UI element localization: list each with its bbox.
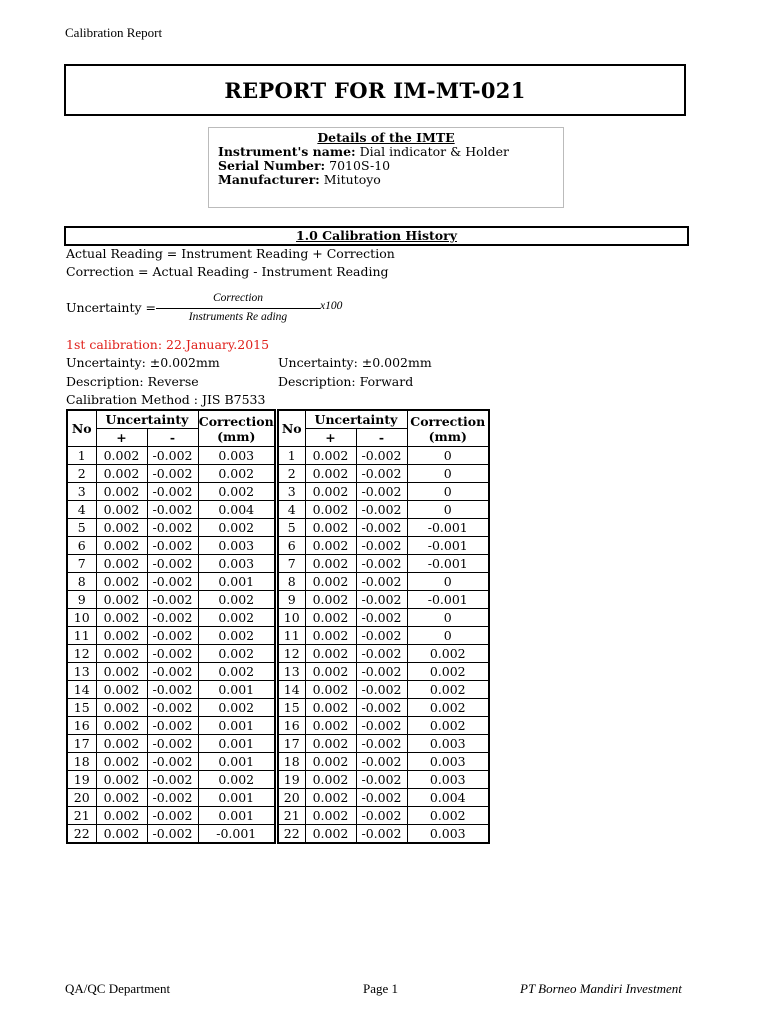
cell-no: 9 [278,591,305,609]
details-box [208,127,564,208]
cell-plus: 0.002 [96,501,147,519]
cell-plus: 0.002 [305,825,356,844]
cell-minus: -0.002 [356,699,407,717]
cell-minus: -0.002 [356,645,407,663]
cell-correction: 0.002 [198,609,275,627]
table-row [278,627,489,645]
cell-correction: 0.002 [198,663,275,681]
cell-correction: 0.003 [198,537,275,555]
table-row [278,537,489,555]
cell-plus: 0.002 [96,789,147,807]
cell-correction: -0.001 [198,825,275,844]
cell-no: 1 [67,447,96,465]
cell-correction: -0.001 [407,591,489,609]
cell-plus: 0.002 [96,591,147,609]
cell-minus: -0.002 [356,465,407,483]
cell-no: 18 [67,753,96,771]
cell-correction: 0.002 [407,717,489,735]
cell-correction: 0.001 [198,573,275,591]
col-no-header: No [67,410,96,447]
cell-plus: 0.002 [305,735,356,753]
cell-no: 16 [278,717,305,735]
table-row [278,825,489,844]
table-row [67,465,275,483]
report-title: REPORT FOR IM-MT-021 [64,64,686,116]
cell-no: 8 [278,573,305,591]
formula-actual: Actual Reading = Instrument Reading + Correction [66,246,395,261]
cell-correction: 0.001 [198,789,275,807]
cell-no: 12 [67,645,96,663]
cell-correction: 0 [407,447,489,465]
cell-no: 17 [278,735,305,753]
cell-no: 3 [67,483,96,501]
table-row [67,573,275,591]
cell-no: 9 [67,591,96,609]
cell-correction: 0 [407,501,489,519]
table-row [278,465,489,483]
col-plus-header: + [305,429,356,447]
table-row [278,753,489,771]
cell-minus: -0.002 [356,483,407,501]
cell-plus: 0.002 [96,717,147,735]
cell-plus: 0.002 [96,573,147,591]
cell-correction: 0.002 [198,645,275,663]
cell-minus: -0.002 [356,609,407,627]
cell-plus: 0.002 [96,465,147,483]
table-row [67,627,275,645]
cell-correction: 0 [407,573,489,591]
calibration-heading: 1st calibration: 22.January.2015 [66,337,270,352]
cell-minus: -0.002 [147,717,198,735]
cell-correction: 0.003 [407,735,489,753]
cell-no: 7 [67,555,96,573]
table-row [278,519,489,537]
cell-correction: 0.003 [407,771,489,789]
table-row [67,825,275,844]
col-uncertainty-header: Uncertainty [96,410,198,429]
table-row [278,501,489,519]
table-row [67,735,275,753]
page-header: Calibration Report [65,25,163,40]
cell-no: 22 [278,825,305,844]
table-row [67,681,275,699]
table-row [278,591,489,609]
cell-no: 12 [278,645,305,663]
cell-minus: -0.002 [356,537,407,555]
cell-no: 11 [278,627,305,645]
cell-plus: 0.002 [305,555,356,573]
cell-minus: -0.002 [147,627,198,645]
reverse-table [66,409,276,844]
cell-minus: -0.002 [356,519,407,537]
cell-plus: 0.002 [305,591,356,609]
col-minus-header: - [356,429,407,447]
cell-no: 20 [278,789,305,807]
cell-plus: 0.002 [305,447,356,465]
cell-minus: -0.002 [356,771,407,789]
cell-no: 16 [67,717,96,735]
left-description: Description: Reverse [66,374,199,389]
cell-minus: -0.002 [147,699,198,717]
cell-plus: 0.002 [305,573,356,591]
cell-no: 21 [278,807,305,825]
cell-correction: 0.002 [198,771,275,789]
cell-no: 2 [67,465,96,483]
cell-minus: -0.002 [147,753,198,771]
table-row [67,663,275,681]
cell-minus: -0.002 [147,501,198,519]
cell-plus: 0.002 [96,447,147,465]
section-title: 1.0 Calibration History [296,228,457,243]
cell-no: 3 [278,483,305,501]
cell-no: 13 [278,663,305,681]
cell-correction: 0.002 [198,591,275,609]
cell-plus: 0.002 [96,663,147,681]
cell-plus: 0.002 [96,735,147,753]
cell-no: 2 [278,465,305,483]
table-row [67,645,275,663]
cell-minus: -0.002 [356,825,407,844]
cell-plus: 0.002 [96,483,147,501]
cell-no: 15 [67,699,96,717]
cell-no: 7 [278,555,305,573]
cell-minus: -0.002 [147,825,198,844]
cell-plus: 0.002 [305,465,356,483]
table-row [278,699,489,717]
cell-minus: -0.002 [356,735,407,753]
cell-minus: -0.002 [356,501,407,519]
cell-no: 6 [278,537,305,555]
cell-correction: 0.001 [198,717,275,735]
cell-minus: -0.002 [356,789,407,807]
serial-value: 7010S-10 [329,158,391,173]
manufacturer-label: Manufacturer: [218,172,320,187]
cell-correction: 0.002 [198,627,275,645]
cell-plus: 0.002 [305,645,356,663]
table-row [67,609,275,627]
cell-minus: -0.002 [147,483,198,501]
table-row [278,573,489,591]
cell-minus: -0.002 [356,681,407,699]
cell-no: 6 [67,537,96,555]
cell-no: 14 [67,681,96,699]
cell-plus: 0.002 [305,771,356,789]
cell-minus: -0.002 [356,807,407,825]
calibration-method: Calibration Method : JIS B7533 [66,392,266,407]
cell-correction: 0.002 [407,663,489,681]
cell-minus: -0.002 [147,789,198,807]
table-row [278,681,489,699]
cell-plus: 0.002 [96,771,147,789]
cell-no: 8 [67,573,96,591]
fraction-bar [156,308,320,309]
cell-no: 10 [67,609,96,627]
cell-no: 1 [278,447,305,465]
table-row [278,447,489,465]
cell-no: 15 [278,699,305,717]
cell-minus: -0.002 [147,735,198,753]
table-row [278,789,489,807]
serial-label: Serial Number: [218,158,326,173]
cell-plus: 0.002 [96,681,147,699]
instrument-value: Dial indicator & Holder [359,144,509,159]
forward-table [277,409,490,844]
cell-plus: 0.002 [305,753,356,771]
col-uncertainty-header: Uncertainty [305,410,407,429]
cell-no: 22 [67,825,96,844]
right-uncertainty: Uncertainty: ±0.002mm [278,355,432,370]
table-row [278,645,489,663]
cell-minus: -0.002 [147,681,198,699]
cell-correction: 0.004 [198,501,275,519]
cell-minus: -0.002 [356,447,407,465]
manufacturer-value: Mitutoyo [323,172,381,187]
cell-no: 14 [278,681,305,699]
cell-correction: 0.004 [407,789,489,807]
serial-row [218,159,554,173]
cell-plus: 0.002 [305,699,356,717]
cell-no: 5 [278,519,305,537]
footer-department: QA/QC Department [65,981,171,996]
table-row [67,807,275,825]
cell-correction: 0.002 [198,483,275,501]
footer-company: PT Borneo Mandiri Investment [520,981,682,996]
cell-correction: 0.002 [198,465,275,483]
cell-no: 11 [67,627,96,645]
cell-plus: 0.002 [96,519,147,537]
cell-correction: 0.001 [198,807,275,825]
cell-correction: 0.001 [198,753,275,771]
instrument-label: Instrument's name: [218,144,356,159]
cell-correction: 0.001 [198,735,275,753]
footer-page: Page 1 [363,981,399,996]
cell-plus: 0.002 [96,699,147,717]
cell-correction: 0.002 [407,645,489,663]
instrument-row [218,145,554,159]
cell-minus: -0.002 [147,609,198,627]
cell-no: 19 [67,771,96,789]
cell-no: 13 [67,663,96,681]
cell-plus: 0.002 [96,753,147,771]
cell-plus: 0.002 [305,717,356,735]
cell-minus: -0.002 [356,717,407,735]
cell-minus: -0.002 [356,627,407,645]
table-row [278,807,489,825]
table-row [67,699,275,717]
table-row [67,519,275,537]
right-description: Description: Forward [278,374,414,389]
table-row [278,555,489,573]
table-row [67,789,275,807]
cell-plus: 0.002 [96,627,147,645]
cell-minus: -0.002 [147,519,198,537]
cell-correction: 0.003 [407,753,489,771]
cell-plus: 0.002 [305,789,356,807]
cell-minus: -0.002 [356,753,407,771]
uncertainty-formula-label: Uncertainty = [66,300,157,315]
cell-plus: 0.002 [96,645,147,663]
manufacturer-row [218,173,554,187]
cell-minus: -0.002 [147,807,198,825]
cell-correction: 0.002 [407,807,489,825]
table-row [67,447,275,465]
cell-minus: -0.002 [356,591,407,609]
cell-minus: -0.002 [356,573,407,591]
cell-no: 17 [67,735,96,753]
col-minus-header: - [147,429,198,447]
table-row [278,663,489,681]
cell-correction: 0 [407,465,489,483]
cell-minus: -0.002 [147,555,198,573]
table-row [278,717,489,735]
table-row [67,753,275,771]
cell-no: 4 [278,501,305,519]
cell-minus: -0.002 [147,537,198,555]
cell-no: 4 [67,501,96,519]
cell-correction: 0.003 [198,447,275,465]
table-row [278,609,489,627]
cell-plus: 0.002 [305,519,356,537]
cell-correction: 0.002 [198,519,275,537]
cell-minus: -0.002 [356,663,407,681]
details-heading: Details of the IMTE [317,130,455,145]
cell-no: 5 [67,519,96,537]
cell-plus: 0.002 [96,555,147,573]
cell-correction: 0.002 [407,681,489,699]
cell-no: 18 [278,753,305,771]
cell-correction: 0 [407,627,489,645]
cell-correction: -0.001 [407,519,489,537]
cell-correction: 0.002 [407,699,489,717]
cell-plus: 0.002 [96,609,147,627]
cell-correction: 0.003 [407,825,489,844]
cell-no: 19 [278,771,305,789]
cell-plus: 0.002 [305,663,356,681]
cell-minus: -0.002 [356,555,407,573]
cell-plus: 0.002 [305,501,356,519]
col-plus-header: + [96,429,147,447]
cell-plus: 0.002 [305,627,356,645]
cell-correction: -0.001 [407,555,489,573]
cell-no: 10 [278,609,305,627]
cell-minus: -0.002 [147,465,198,483]
cell-plus: 0.002 [305,807,356,825]
cell-correction: 0.001 [198,681,275,699]
cell-plus: 0.002 [305,483,356,501]
table-row [67,591,275,609]
table-row [67,771,275,789]
cell-plus: 0.002 [305,609,356,627]
table-row [67,537,275,555]
cell-correction: 0.002 [198,699,275,717]
table-row [67,555,275,573]
cell-plus: 0.002 [96,825,147,844]
left-uncertainty: Uncertainty: ±0.002mm [66,355,220,370]
cell-correction: 0.003 [198,555,275,573]
fraction-numerator: Correction [212,292,264,304]
table-row [67,501,275,519]
cell-no: 20 [67,789,96,807]
cell-minus: -0.002 [147,663,198,681]
table-row [278,483,489,501]
table-row [278,771,489,789]
cell-minus: -0.002 [147,573,198,591]
table-row [278,735,489,753]
fraction-denominator: Instruments Re ading [188,311,288,323]
cell-correction: 0 [407,609,489,627]
col-correction-header: Correction (mm) [407,410,489,447]
cell-minus: -0.002 [147,771,198,789]
cell-minus: -0.002 [147,645,198,663]
table-row [67,717,275,735]
cell-plus: 0.002 [305,537,356,555]
cell-plus: 0.002 [305,681,356,699]
col-correction-header: Correction (mm) [198,410,275,447]
cell-minus: -0.002 [147,447,198,465]
cell-minus: -0.002 [147,591,198,609]
cell-correction: 0 [407,483,489,501]
cell-plus: 0.002 [96,537,147,555]
formula-correction: Correction = Actual Reading - Instrument Reading [66,264,389,279]
table-row [67,483,275,501]
cell-plus: 0.002 [96,807,147,825]
section-title-box [64,226,689,246]
cell-no: 21 [67,807,96,825]
col-no-header: No [278,410,305,447]
cell-correction: -0.001 [407,537,489,555]
fraction-multiplier: x100 [320,300,343,312]
